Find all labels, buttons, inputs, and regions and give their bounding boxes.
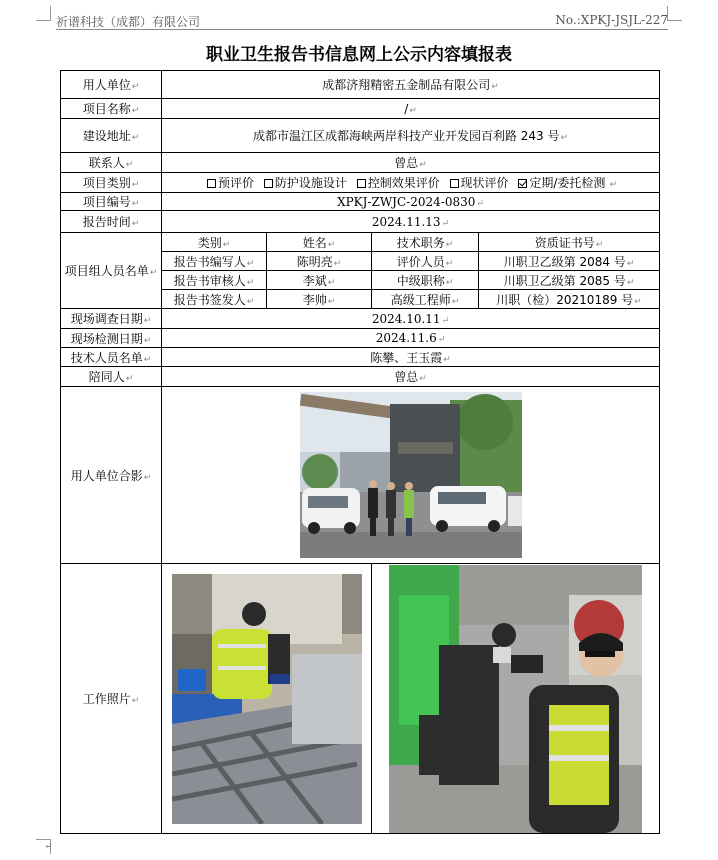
employer-label: 用人单位↵ — [61, 71, 162, 99]
group-photo-label: 用人单位合影↵ — [61, 387, 162, 564]
paragraph-mark-icon: ↵ — [437, 335, 446, 345]
project-no-label: 项目编号↵ — [61, 193, 162, 211]
checkbox-icon[interactable] — [357, 179, 366, 188]
work-photo-cell-right — [372, 564, 660, 834]
header-rule — [56, 29, 668, 30]
paragraph-mark-icon: ↵ — [626, 277, 635, 288]
team-header-name: 姓名↵ — [267, 233, 372, 252]
paragraph-mark-icon: ↵ — [143, 316, 152, 326]
paragraph-mark-icon: ↵ — [131, 106, 140, 116]
paragraph-mark-icon: ↵ — [609, 180, 617, 190]
info-form-table — [60, 70, 660, 834]
report-date-value: 2024.11.13↵ — [162, 211, 660, 233]
escort-label: 陪同人↵ — [61, 367, 162, 387]
team-member-role: 报告书审核人↵ — [162, 271, 267, 290]
paragraph-mark-icon: ↵ — [445, 277, 454, 288]
survey-date-label: 现场调查日期↵ — [61, 309, 162, 329]
paragraph-mark-icon: ↵ — [626, 258, 635, 269]
paragraph-mark-icon: ↵ — [409, 105, 417, 116]
team-member-name: 陈明亮↵ — [267, 252, 372, 271]
project-name-value: /↵ — [162, 99, 660, 119]
team-member-cert: 川职卫乙级第 2085 号↵ — [479, 271, 660, 290]
work-photo-label: 工作照片↵ — [61, 564, 162, 834]
category-option-status-assessment[interactable]: 现状评价 — [450, 176, 509, 190]
header-company: 祈谱科技（成都）有限公司 — [56, 15, 201, 29]
project-no-value: XPKJ-ZWJC-2024-0830↵ — [162, 193, 660, 211]
team-header-title: 技术职务↵ — [372, 233, 479, 252]
team-member-role: 报告书编写人↵ — [162, 252, 267, 271]
paragraph-mark-icon: ↵ — [491, 82, 499, 92]
contact-label: 联系人↵ — [61, 153, 162, 173]
paragraph-mark-icon: ↵ — [445, 239, 454, 250]
project-name-label: 项目名称↵ — [61, 99, 162, 119]
group-photo-image — [300, 392, 522, 558]
category-options — [162, 173, 660, 193]
paragraph-mark-icon: ↵ — [143, 472, 152, 483]
paragraph-mark-icon: ↵ — [419, 374, 427, 384]
paragraph-mark-icon: ↵ — [441, 315, 450, 326]
test-date-value: 2024.11.6↵ — [162, 329, 660, 348]
paragraph-mark-icon: ↵ — [131, 82, 140, 92]
contact-value: 曾总↵ — [162, 153, 660, 173]
paragraph-mark-icon: ↵ — [131, 219, 140, 229]
header-doc-number: No.:XPKJ-JSJL-227 — [555, 13, 668, 27]
category-option-pre-assessment[interactable]: 预评价 — [207, 176, 254, 190]
paragraph-mark-icon: ↵ — [131, 199, 140, 209]
team-member-title: 中级职称↵ — [372, 271, 479, 290]
category-option-protection-design[interactable]: 防护设施设计 — [264, 176, 347, 190]
team-member-title: 评价人员↵ — [372, 252, 479, 271]
paragraph-mark-icon: ↵ — [131, 696, 140, 706]
paragraph-mark-icon: ↵ — [634, 296, 642, 307]
paragraph-mark-icon: ↵ — [443, 354, 451, 365]
paragraph-mark-icon: ↵ — [327, 296, 336, 307]
test-date-label: 现场检测日期↵ — [61, 329, 162, 348]
paragraph-mark-icon: ↵ — [143, 335, 152, 346]
team-header-role: 类别↵ — [162, 233, 267, 252]
address-value: 成都市温江区成都海峡两岸科技产业开发园百利路 243 号↵ — [162, 119, 660, 153]
paragraph-mark-icon: ↵ — [333, 258, 342, 269]
paragraph-mark-icon: ↵ — [246, 277, 255, 288]
survey-date-value: 2024.10.11↵ — [162, 309, 660, 329]
work-photo-image-right — [389, 565, 642, 833]
checkbox-icon[interactable] — [264, 179, 273, 188]
category-option-control-effect[interactable]: 控制效果评价 — [357, 176, 440, 190]
paragraph-mark-icon: ↵ — [441, 218, 450, 229]
paragraph-mark-icon: ↵ — [327, 239, 336, 250]
page-corner-mark — [667, 6, 682, 21]
tech-staff-value: 陈攀、王玉霞↵ — [162, 348, 660, 367]
paragraph-mark-icon: ↵ — [222, 239, 231, 250]
team-member-cert: 川职（检）20210189 号↵ — [479, 290, 660, 309]
paragraph-mark-icon: ↵ — [125, 374, 134, 384]
paragraph-mark-icon: ↵ — [445, 258, 454, 269]
team-member-cert: 川职卫乙级第 2084 号↵ — [479, 252, 660, 271]
paragraph-mark-icon: ↵ — [125, 160, 134, 170]
paragraph-mark-icon: ↵ — [246, 258, 255, 269]
paragraph-mark-icon: ↵ — [131, 180, 140, 190]
paragraph-mark-icon: ↵ — [246, 296, 255, 307]
paragraph-mark-icon: ↵ — [560, 133, 569, 143]
paragraph-mark-icon: ↵ — [44, 841, 53, 852]
team-label: 项目组人员名单↵ — [61, 233, 162, 309]
paragraph-mark-icon: ↵ — [451, 296, 460, 307]
team-member-role: 报告书签发人↵ — [162, 290, 267, 309]
team-member-name: 李斌↵ — [267, 271, 372, 290]
employer-value: 成都济翔精密五金制品有限公司↵ — [162, 71, 660, 99]
checkbox-icon[interactable] — [207, 179, 216, 188]
paragraph-mark-icon: ↵ — [419, 160, 427, 170]
work-photo-image-left — [172, 574, 362, 824]
category-label: 项目类别↵ — [61, 173, 162, 193]
report-date-label: 报告时间↵ — [61, 211, 162, 233]
paragraph-mark-icon: ↵ — [131, 133, 140, 143]
group-photo-cell — [162, 387, 660, 564]
page-corner-mark — [36, 6, 51, 21]
team-header-cert: 资质证书号↵ — [479, 233, 660, 252]
checkbox-icon[interactable] — [450, 179, 459, 188]
page-title: 职业卫生报告书信息网上公示内容填报表 — [206, 45, 512, 65]
paragraph-mark-icon: ↵ — [476, 198, 484, 209]
paragraph-mark-icon: ↵ — [327, 277, 336, 288]
paragraph-mark-icon: ↵ — [149, 268, 158, 278]
category-option-periodic-test[interactable]: 定期/委托检测 — [518, 176, 605, 190]
team-member-title: 高级工程师↵ — [372, 290, 479, 309]
paragraph-mark-icon: ↵ — [143, 354, 152, 365]
team-member-name: 李帅↵ — [267, 290, 372, 309]
tech-staff-label: 技术人员名单↵ — [61, 348, 162, 367]
escort-value: 曾总↵ — [162, 367, 660, 387]
paragraph-mark-icon: ↵ — [595, 239, 604, 250]
work-photo-cell-left — [162, 564, 372, 834]
address-label: 建设地址↵ — [61, 119, 162, 153]
checkbox-checked-icon[interactable] — [518, 179, 527, 188]
